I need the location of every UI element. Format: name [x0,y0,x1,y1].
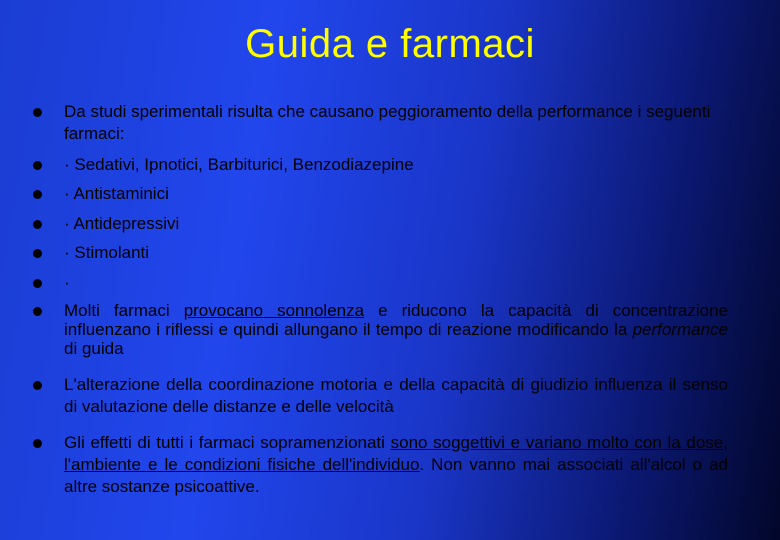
text-run: di guida [64,339,124,358]
item-text: Da studi sperimentali risulta che causano peggioramento della performance i seguenti farmaci: [64,102,711,143]
bullet-icon [33,307,42,316]
text-run: e riducono la capacità di concentrazione influenzano i riflessi e quindi allungano il tempo di reazione modificando la [64,301,728,339]
italic-text: performance [632,320,728,339]
bullet-icon [33,381,42,390]
item-text [64,301,728,358]
bullet-icon [33,190,42,199]
underlined-text: sono soggettivi e variano molto con la dose, l'ambiente e le condizioni fisiche dell'individuo [64,433,728,474]
bullet-icon [33,108,42,117]
slide-title: Guida e farmaci [245,22,535,66]
underlined-text: provocano sonnolenza [183,301,365,320]
bullet-icon [33,279,42,288]
text-run: Gli effetti di tutti i farmaci sopramenzionati [64,433,391,452]
item-text: L'alterazione della coordinazione motoria e della capacità di giudizio influenza il senso di valutazione delle distanze e delle velocità [64,375,728,416]
bullet-icon [33,220,42,229]
bullet-icon [33,249,42,258]
item-text: · [64,273,70,292]
item-text: · Sedativi, Ipnotici, Barbiturici, Benzodiazepine [64,155,414,174]
text-run: Molti farmaci [64,301,184,320]
item-text: · Antistaminici [64,184,169,203]
bullet-icon [33,161,42,170]
bullet-icon [33,439,42,448]
item-text: · Stimolanti [64,243,150,262]
text-run: . Non vanno mai associati all'alcol o ad altre sostanze psicoattive. [64,455,728,496]
item-text [64,432,728,498]
item-text: · Antidepressivi [64,214,180,233]
